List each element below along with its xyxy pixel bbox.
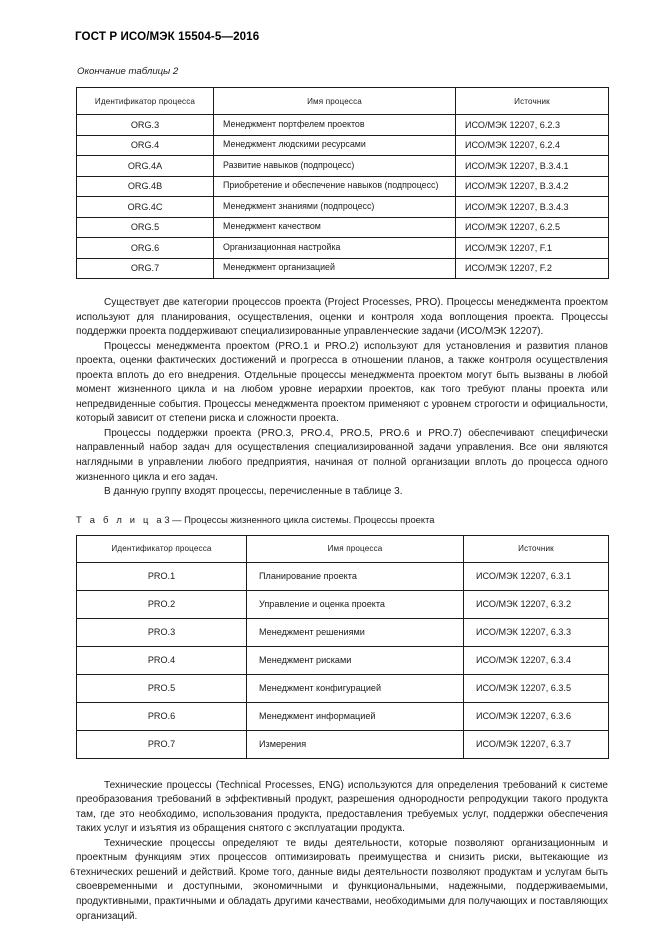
process-source: ИСО/МЭК 12207, 6.3.6 [464, 702, 609, 730]
process-name: Управление и оценка проекта [247, 590, 464, 618]
paragraph: Технические процессы (Technical Processes, ENG) используются для определения требований к системе преобразования требований в эффективный продукт, разрешения однородности репродукции такого продукта там, где это необходимо, использования продукта, предоставления требуемых услуг, поддержки обеспечения таких услуг и изъятия из обращения снятого с эксплуатации продукта. [76, 779, 608, 835]
process-source: ИСО/МЭК 12207, B.3.4.1 [456, 156, 609, 177]
process-id: ORG.3 [77, 115, 214, 136]
process-id: ORG.4 [77, 135, 214, 156]
process-source: ИСО/МЭК 12207, 6.3.3 [464, 618, 609, 646]
table-row [77, 646, 609, 674]
table-2-col-src: Источник [456, 88, 609, 115]
table2-caption: Окончание таблицы 2 [77, 66, 179, 77]
body-text-bottom [76, 779, 608, 924]
process-id: PRO.7 [77, 730, 247, 758]
process-source: ИСО/МЭК 12207, 6.3.5 [464, 674, 609, 702]
table-3-body [77, 562, 609, 758]
process-name: Приобретение и обеспечение навыков (подпроцесс) [214, 176, 456, 197]
process-id: ORG.7 [77, 258, 214, 279]
table-row [77, 176, 609, 197]
process-source: ИСО/МЭК 12207, B.3.4.2 [456, 176, 609, 197]
table-row [77, 590, 609, 618]
process-id: ORG.4B [77, 176, 214, 197]
process-id: PRO.3 [77, 618, 247, 646]
process-id: PRO.1 [77, 562, 247, 590]
process-source: ИСО/МЭК 12207, 6.3.2 [464, 590, 609, 618]
process-source: ИСО/МЭК 12207, F.2 [456, 258, 609, 279]
process-id: PRO.6 [77, 702, 247, 730]
process-name: Менеджмент знаниями (подпроцесс) [214, 197, 456, 218]
table-3-col-name: Имя процесса [247, 535, 464, 562]
table-3-col-id: Идентификатор процесса [77, 535, 247, 562]
process-id: ORG.6 [77, 238, 214, 259]
process-name: Менеджмент рисками [247, 646, 464, 674]
table-row [77, 197, 609, 218]
process-source: ИСО/МЭК 12207, 6.2.3 [456, 115, 609, 136]
process-source: ИСО/МЭК 12207, 6.2.4 [456, 135, 609, 156]
paragraph: Технические процессы определяют те виды деятельности, которые позволяют организационным и проектным функциям этих процессов оптимизировать преимущества и снизить риски, вытекающие из технических решений и действий. Кроме того, данные виды деятельности позволяют продуктам и услугам быть своевременными и доступными, экономичными и функциональными, надежными, поддерживаемыми, продуктивными, практичными и обладать другими качествами, необходимыми для получающих и поставляющих организаций. [76, 837, 608, 922]
process-id: ORG.4A [77, 156, 214, 177]
paragraph: Процессы поддержки проекта (PRO.3, PRO.4, PRO.5, PRO.6 и PRO.7) обеспечивают специфически направленный набор задач для осуществления специализированной задачи управления. Все они являются наглядными в управлении любого предприятия, начиная от полной организации вплоть до процесса одного жизненного цикла и его задач. [76, 427, 608, 483]
table-row [77, 115, 609, 136]
table-row [77, 702, 609, 730]
process-id: PRO.2 [77, 590, 247, 618]
table-row [77, 730, 609, 758]
table-row [77, 156, 609, 177]
table-row [77, 217, 609, 238]
table-2-header-row [77, 88, 609, 115]
process-name: Организационная настройка [214, 238, 456, 259]
paragraph: Существует две категории процессов проекта (Project Processes, PRO). Процессы менеджмента проектом используют для планирования, осуществления, оценки и контроля хода воплощения проекта. Процессы поддержки проекта поддерживают специализированные управленческие задачи (ИСО/МЭК 12207). [76, 297, 608, 338]
process-name: Менеджмент людскими ресурсами [214, 135, 456, 156]
table-row [77, 618, 609, 646]
table-3 [76, 535, 609, 759]
process-source: ИСО/МЭК 12207, 6.2.5 [456, 217, 609, 238]
process-name: Менеджмент информацией [247, 702, 464, 730]
process-name: Менеджмент решениями [247, 618, 464, 646]
standard-header: ГОСТ Р ИСО/МЭК 15504-5—2016 [75, 30, 260, 43]
process-id: ORG.4C [77, 197, 214, 218]
process-source: ИСО/МЭК 12207, 6.3.4 [464, 646, 609, 674]
process-name: Развитие навыков (подпроцесс) [214, 156, 456, 177]
process-name: Измерения [247, 730, 464, 758]
table-row [77, 562, 609, 590]
paragraph: В данную группу входят процессы, перечисленные в таблице 3. [104, 486, 403, 498]
process-source: ИСО/МЭК 12207, F.1 [456, 238, 609, 259]
process-name: Менеджмент качеством [214, 217, 456, 238]
table-3-col-src: Источник [464, 535, 609, 562]
process-name: Планирование проекта [247, 562, 464, 590]
process-id: ORG.5 [77, 217, 214, 238]
process-id: PRO.5 [77, 674, 247, 702]
table-3-header-row [77, 535, 609, 562]
process-source: ИСО/МЭК 12207, B.3.4.3 [456, 197, 609, 218]
page-number: 6 [70, 866, 76, 877]
table3-caption-rest: 3 — Процессы жизненного цикла системы. Процессы проекта [164, 513, 435, 525]
table-row [77, 674, 609, 702]
process-source: ИСО/МЭК 12207, 6.3.1 [464, 562, 609, 590]
process-id: PRO.4 [77, 646, 247, 674]
table-row [77, 238, 609, 259]
paragraph: Процессы менеджмента проектом (PRO.1 и PRO.2) используют для установления и развития планов проекта, оценки фактических достижений и прогресса в отношении планов, а также контроля осуществления проекта вплоть до его внедрения. Отдельные процессы менеджмента проектом могут быть вызваны в любой момент жизненного цикла и на любом уровне иерархии проектов, как того требуют планы проекта или непредвиденные события. Процессы менеджмента проектом применяют с уровнем строгости и официальности, который зависит от степени риска и сложности проекта. [76, 340, 608, 425]
body-text-middle [76, 296, 608, 500]
table3-caption [76, 514, 608, 525]
process-source: ИСО/МЭК 12207, 6.3.7 [464, 730, 609, 758]
table-2 [76, 87, 609, 279]
table3-caption-label: Т а б л и ц а [76, 513, 165, 525]
table-2-col-id: Идентификатор процесса [77, 88, 214, 115]
table-2-col-name: Имя процесса [214, 88, 456, 115]
process-name: Менеджмент портфелем проектов [214, 115, 456, 136]
process-name: Менеджмент конфигурацией [247, 674, 464, 702]
table-2-body [77, 115, 609, 279]
process-name: Менеджмент организацией [214, 258, 456, 279]
table-row [77, 135, 609, 156]
table-row [77, 258, 609, 279]
page-content [76, 0, 608, 924]
